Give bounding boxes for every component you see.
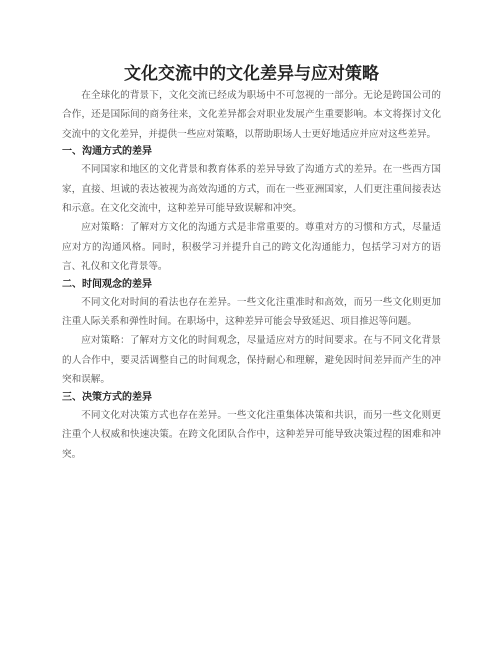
section-1-paragraph-1: 不同国家和地区的文化背景和教育体系的差异导致了沟通方式的差异。在一些西方国家，直接、坦诚的表达被视为高效沟通的方式，而在一些亚洲国家，人们更注重间接表达和示意。在文化交流中，这种差异可能导致误解和冲突。: [62, 164, 441, 215]
section-heading-time: 二、时间观念的差异: [62, 278, 152, 290]
section-1-paragraph-2: 应对策略：了解对方文化的沟通方式是非常重要的。尊重对方的习惯和方式，尽量适应对方的沟通风格。同时，积极学习并提升自己的跨文化沟通能力，包括学习对方的语言、礼仪和文化背景等。: [62, 222, 441, 273]
intro-paragraph: 在全球化的背景下，文化交流已经成为职场中不可忽视的一部分。无论是跨国公司的合作，还是国际间的商务往来，文化差异都会对职业发展产生重要影响。本文将探讨文化交流中的文化差异，并提供一些应对策略，以帮助职场人士更好地适应并应对这些差异。: [62, 90, 441, 140]
section-2-paragraph-2: 应对策略：了解对方文化的时间观念，尽量适应对方的时间要求。在与不同文化背景的人合作中，要灵活调整自己的时间观念，保持耐心和理解，避免因时间差异而产生的冲突和误解。: [62, 335, 441, 386]
section-2-paragraph-1: 不同文化对时间的看法也存在差异。一些文化注重准时和高效，而另一些文化则更加注重人际关系和弹性时间。在职场中，这种差异可能会导致延迟、项目推迟等问题。: [62, 296, 441, 328]
section-heading-decision: 三、决策方式的差异: [62, 391, 152, 403]
section-heading-communication: 一、沟通方式的差异: [62, 146, 152, 158]
document-title: 文化交流中的文化差异与应对策略: [124, 64, 379, 84]
document-page: [62, 0, 441, 464]
section-3-paragraph-1: 不同文化对决策方式也存在差异。一些文化注重集体决策和共识，而另一些文化则更注重个人权威和快速决策。在跨文化团队合作中，这种差异可能导致决策过程的困难和冲突。: [62, 409, 441, 460]
